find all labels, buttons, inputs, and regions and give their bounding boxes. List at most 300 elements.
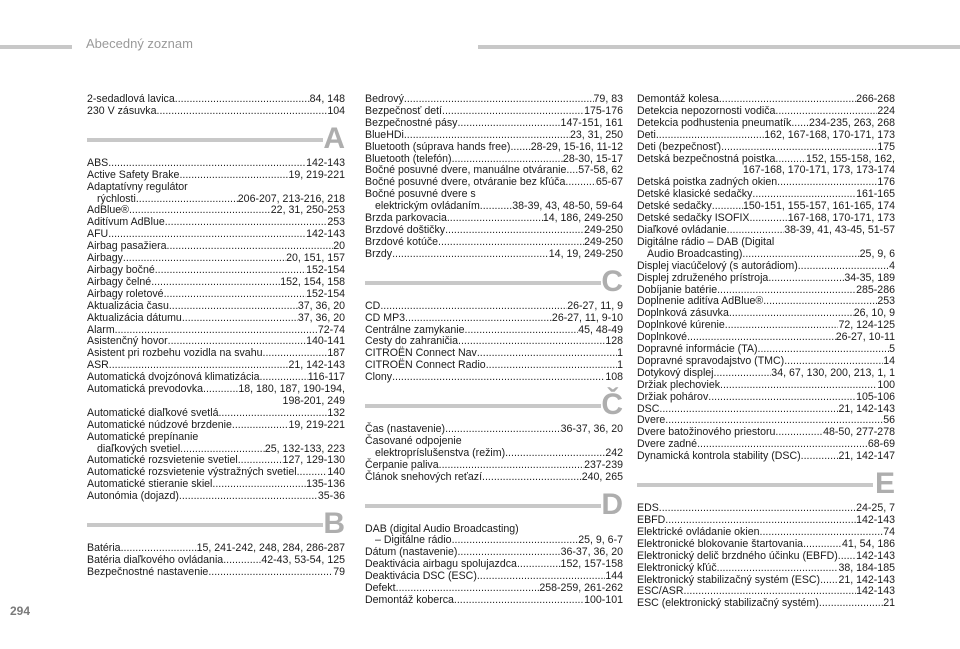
entry-term: Demontáž koberca: [365, 594, 454, 606]
entry-pages: 24-25, 7: [856, 502, 895, 515]
dot-leader: [445, 225, 584, 237]
dot-leader: [380, 301, 567, 313]
index-entry: [637, 237, 895, 249]
dot-leader: [136, 194, 238, 206]
entry-pages: 108: [605, 371, 623, 384]
entry-pages: 142-143: [856, 514, 895, 526]
entry-pages: 161-165: [856, 188, 895, 201]
entry-pages: 162, 167-168, 170-171, 173: [764, 128, 895, 141]
entry-term: Airbagy bočné: [87, 263, 155, 276]
index-entry: [87, 408, 345, 420]
index-entry: [637, 368, 895, 380]
entry-term: Deaktivácia airbagu spolujazdca: [365, 558, 517, 571]
entry-pages: 152-154: [306, 263, 345, 276]
entry-pages: 240, 265: [581, 470, 623, 483]
entry-pages: 100: [877, 378, 895, 391]
entry-pages: 79, 83: [593, 93, 623, 105]
entry-pages-continued: 167-168, 170-171, 173, 173-174: [743, 164, 895, 177]
entry-pages: 79: [333, 565, 345, 578]
entry-term: Alarm: [87, 323, 115, 336]
entry-pages: 152-154: [306, 287, 345, 300]
dot-leader: [803, 539, 842, 551]
entry-term: Aktualizácia dátumu: [87, 311, 182, 324]
entry-pages: 34, 67, 130, 200, 213, 1, 1: [771, 366, 895, 379]
entry-pages: 21, 142-143: [838, 573, 895, 586]
entry-pages: 21, 142-143: [288, 359, 345, 372]
section-divider: [365, 264, 623, 298]
dot-leader: [517, 559, 561, 571]
index-entry: [637, 273, 895, 285]
section-letter: C: [601, 264, 623, 298]
index-entry: [365, 448, 623, 460]
index-entry: [365, 130, 623, 142]
entry-term: Bezpečnosť detí: [365, 104, 443, 117]
section-rule: [87, 523, 323, 527]
entry-pages: 132: [327, 406, 345, 419]
entry-pages: 20, 151, 157: [286, 252, 345, 265]
entry-pages: 175: [877, 140, 895, 153]
entry-pages: 285-286: [856, 283, 895, 296]
entry-pages: 249-250: [584, 235, 623, 248]
entry-pages: 26-27, 11, 9: [567, 299, 623, 312]
entry-pages: 1: [617, 347, 623, 360]
entry-pages: 187: [327, 347, 345, 360]
index-entry: [637, 451, 895, 463]
entry-term: Batéria diaľkového ovládania: [87, 554, 224, 566]
entry-pages: 21, 142-143: [838, 402, 895, 415]
entry-term: DAB (digital Audio Broadcasting): [365, 522, 519, 535]
section-divider: [87, 121, 345, 155]
entry-term: Dopravné spravodajstvo (TMC): [637, 354, 785, 367]
entry-term: Doplnkové: [637, 331, 688, 344]
dot-leader: [392, 249, 549, 261]
index-entry: [637, 404, 895, 416]
dot-leader: [768, 273, 844, 285]
index-entry: [87, 301, 345, 313]
entry-pages: 14, 186, 249-250: [542, 212, 623, 225]
entry-term: Brzdy: [365, 247, 393, 260]
entry-term: Airbagy čelné: [87, 275, 152, 288]
entry-term: Automatické rozsvietenie svetiel: [87, 454, 238, 467]
dot-leader: [749, 213, 787, 225]
dot-leader: [820, 575, 838, 587]
section-letter: Č: [601, 388, 623, 422]
index-entry: [87, 313, 345, 325]
entry-pages: 105-106: [856, 390, 895, 403]
dot-leader: [208, 567, 333, 579]
entry-pages: 72-74: [317, 323, 345, 336]
dot-leader: [775, 427, 823, 439]
index-column-2: [365, 94, 623, 607]
entry-pages: 100-101: [584, 594, 623, 606]
entry-term: 2-sedadlová lavica: [87, 93, 175, 105]
entry-pages: 206-207, 213-216, 218: [237, 192, 345, 205]
dot-leader: [838, 551, 856, 563]
dot-leader: [714, 368, 772, 380]
index-column-1: [87, 94, 345, 579]
dot-leader: [218, 408, 327, 420]
index-entry: [365, 372, 623, 384]
index-entry: [637, 142, 895, 154]
entry-pages: 25, 9, 6: [859, 247, 895, 260]
dot-leader: [566, 165, 578, 177]
dot-leader: [659, 404, 838, 416]
dot-leader: [458, 336, 605, 348]
index-entry: [365, 472, 623, 484]
entry-pages: 242: [605, 446, 623, 459]
entry-pages: 38-39, 43, 48-50, 59-64: [512, 200, 623, 213]
entry-term: AdBlue®: [87, 204, 129, 217]
dot-leader: [482, 472, 582, 484]
index-entry: [365, 142, 623, 154]
entry-pages: 266-268: [856, 93, 895, 105]
entry-term: diaľkových svetiel: [97, 442, 181, 455]
page-number: 294: [10, 604, 31, 618]
entry-term: Automatická dvojzónová klimatizácia: [87, 371, 260, 384]
entry-term: Aditívum AdBlue: [87, 216, 165, 229]
entry-pages: 142-143: [856, 585, 895, 598]
dot-leader: [480, 201, 512, 213]
entry-pages: 5: [889, 343, 895, 356]
index-entry: [87, 106, 345, 118]
entry-pages: 23, 31, 250: [569, 128, 623, 141]
entry-term: Detekcia nepozornosti vodiča: [637, 104, 776, 117]
entry-term: Bočné posuvné dvere, otváranie bez kľúča: [365, 176, 566, 189]
entry-pages: 57-58, 62: [578, 164, 623, 177]
section-divider: [637, 469, 895, 499]
entry-term: Dobíjanie batérie: [637, 283, 718, 296]
entry-term: Elektronický delič brzdného účinku (EBFD): [637, 549, 838, 562]
dot-leader: [798, 261, 889, 273]
entry-pages: 28-29, 15-16, 11-12: [530, 140, 623, 153]
entry-pages: 135-136: [306, 478, 345, 491]
index-entry: [637, 551, 895, 563]
dot-leader: [203, 384, 238, 396]
entry-pages: 74: [883, 525, 895, 538]
entry-term: Airbag pasažiera: [87, 240, 167, 253]
entry-term: Elektrické ovládanie okien: [637, 525, 760, 538]
entry-pages: 26-27, 10-11: [835, 331, 895, 344]
entry-term: Asistent pri rozbehu vozidla na svahu: [87, 347, 263, 360]
entry-pages: 234-235, 263, 268: [808, 116, 895, 129]
entry-term: Dopravné informácie (TA): [637, 343, 758, 356]
dot-leader: [179, 491, 318, 503]
dot-leader: [465, 325, 579, 337]
entry-term: Automatické prepínanie: [87, 430, 199, 443]
index-entry: [365, 595, 623, 607]
entry-pages: 142-143: [306, 228, 345, 241]
dot-leader: [165, 217, 328, 229]
dot-leader: [108, 158, 306, 170]
entry-term: Doplnenie aditíva AdBlue®: [637, 295, 764, 308]
index-entry: [365, 118, 623, 130]
entry-term: Airbagy roletové: [87, 287, 164, 300]
entry-term: Bočné posuvné dvere s: [365, 188, 476, 201]
dot-leader: [452, 535, 579, 547]
index-entry: [637, 130, 895, 142]
index-entry: [365, 249, 623, 261]
entry-term: Automatické rozsvietenie výstražných svetiel: [87, 466, 297, 479]
entry-pages: 127, 129-130: [282, 454, 345, 467]
section-divider: [365, 390, 623, 420]
index-entry: [87, 567, 345, 579]
entry-term: ESC (elektronický stabilizačný systém): [637, 597, 819, 610]
dot-leader: [405, 313, 552, 325]
entry-pages: 176: [877, 176, 895, 189]
index-entry: [87, 170, 345, 182]
entry-pages: 19, 219-221: [288, 168, 345, 181]
entry-pages: 224: [877, 104, 895, 117]
dot-leader: [505, 448, 605, 460]
entry-term: Displej združeného prístroja: [637, 271, 769, 284]
entry-pages: 26, 10, 9: [853, 307, 895, 320]
entry-term: – Digitálne rádio: [375, 534, 452, 547]
entry-term: Dotykový displej: [637, 366, 714, 379]
header-rule-left: [0, 45, 72, 49]
section-rule: [365, 281, 601, 285]
section-divider: [365, 487, 623, 521]
entry-pages: 1: [617, 359, 623, 372]
dot-leader: [232, 420, 289, 432]
entry-term: Bluetooth (telefón): [365, 152, 452, 165]
dot-leader: [717, 563, 839, 575]
section-rule: [637, 483, 873, 487]
entry-pages: 42-43, 53-54, 125: [261, 554, 345, 566]
entry-term: DSC: [637, 402, 660, 415]
entry-pages: 22, 31, 250-253: [270, 204, 345, 217]
entry-term: Detská poistka zadných okien: [637, 176, 778, 189]
entry-term: Článok snehových reťazí: [365, 470, 483, 483]
entry-pages: 48-50, 277-278: [823, 426, 895, 439]
entry-term: Automatické stieranie skiel: [87, 478, 213, 491]
entry-term: Diaľkové ovládanie: [637, 223, 727, 236]
index-entry: [637, 261, 895, 273]
entry-term: ASR: [87, 359, 109, 372]
index-entry: [637, 118, 895, 130]
entry-term: Airbagy: [87, 252, 123, 265]
index-column-3: [637, 94, 895, 610]
dot-leader: [212, 479, 306, 491]
index-entry: [637, 249, 895, 261]
entry-term: Elektronický stabilizačný systém (ESC): [637, 573, 821, 586]
entry-pages: 34-35, 189: [844, 271, 895, 284]
index-entry: [365, 460, 623, 472]
entry-term: Dvere batožinového priestoru: [637, 426, 776, 439]
entry-pages: 142-143: [306, 156, 345, 169]
entry-term: Automatická prevodovka: [87, 383, 204, 396]
index-entry: [87, 491, 345, 503]
entry-term: Čerpanie paliva: [365, 458, 439, 471]
dot-leader: [720, 380, 877, 392]
entry-term: Asistenčný hovor: [87, 335, 168, 348]
dot-leader: [819, 598, 883, 610]
entry-pages: 25, 132-133, 223: [264, 442, 345, 455]
entry-term: Defekt: [365, 582, 396, 595]
index-entry: [365, 360, 623, 372]
entry-term: Brzdové kotúče: [365, 235, 439, 248]
entry-term: CITROËN Connect Radio: [365, 359, 486, 372]
entry-pages: 45, 48-49: [578, 323, 623, 336]
entry-pages: 128: [605, 335, 623, 348]
entry-term: Autonómia (dojazd): [87, 490, 179, 503]
section-divider: [87, 509, 345, 539]
dot-leader: [477, 348, 617, 360]
entry-term: Držiak plechoviek: [637, 378, 721, 391]
entry-term: BlueHDi: [365, 128, 404, 141]
entry-term: Detské sedačky ISOFIX: [637, 212, 750, 225]
entry-term: Brzdové doštičky: [365, 223, 446, 236]
entry-pages-continued: 198-201, 249: [282, 394, 345, 407]
entry-term: Demontáž kolesa: [637, 93, 719, 105]
entry-term: Deaktivácia DSC (ESC): [365, 570, 477, 583]
entry-term: Active Safety Brake: [87, 168, 180, 181]
entry-term: Displej viacúčelový (s autorádiom): [637, 259, 798, 272]
entry-pages: 4: [889, 259, 895, 272]
entry-pages: 175-176: [584, 104, 623, 117]
dot-leader: [223, 555, 261, 567]
entry-term: Brzda parkovacia: [365, 212, 447, 225]
entry-term: Clony: [365, 371, 393, 384]
entry-term: AFU: [87, 228, 109, 241]
entry-pages: 167-168, 170-171, 173: [787, 212, 895, 225]
entry-pages: 41, 54, 186: [841, 537, 895, 550]
section-letter: E: [874, 467, 895, 501]
dot-leader: [169, 301, 298, 313]
entry-term: EDS: [637, 502, 659, 515]
index-entry: [637, 539, 895, 551]
entry-pages: 104: [327, 104, 345, 117]
index-entry: [87, 420, 345, 432]
entry-term: ESC/ASR: [637, 585, 684, 598]
entry-pages: 20: [333, 240, 345, 253]
dot-leader: [486, 360, 617, 372]
entry-term: CD MP3: [365, 311, 406, 324]
entry-term: Bezpečnostné nastavenie: [87, 565, 209, 578]
entry-term: Audio Broadcasting): [647, 247, 743, 260]
entry-pages: 142-143: [856, 549, 895, 562]
dot-leader: [742, 249, 859, 261]
index-entry: [365, 237, 623, 249]
entry-term: 230 V zásuvka: [87, 104, 157, 117]
entry-pages: 38, 184-185: [838, 561, 895, 574]
dot-leader: [439, 460, 584, 472]
index-entry: [637, 392, 895, 404]
entry-pages: 65-67: [595, 176, 623, 189]
entry-term: Elektronické blokovanie štartovania: [637, 537, 804, 550]
dot-leader: [565, 177, 596, 189]
index-entry: [87, 277, 345, 289]
entry-term: Cesty do zahraničia: [365, 335, 459, 348]
dot-leader: [721, 142, 877, 154]
entry-term: Dynamická kontrola stability (DSC): [637, 450, 801, 463]
dot-leader: [151, 277, 280, 289]
entry-term: Adaptatívny regulátor: [87, 180, 188, 193]
index-entry: [365, 313, 623, 325]
index-entry: [637, 563, 895, 575]
entry-pages: 253: [877, 295, 895, 308]
section-rule: [365, 404, 601, 408]
section-letter: A: [323, 121, 345, 155]
dot-leader: [510, 142, 530, 154]
entry-pages: 21: [883, 597, 895, 610]
entry-term: Bluetooth (súprava hands free): [365, 140, 511, 153]
entry-pages: 14: [883, 354, 895, 367]
entry-pages: 14, 19, 249-250: [548, 247, 623, 260]
dot-leader: [729, 308, 854, 320]
dot-leader: [659, 503, 856, 515]
entry-term: Automatické núdzové brzdenie: [87, 418, 232, 431]
entry-term: rýchlosti: [97, 192, 136, 205]
entry-term: Dátum (nastavenie): [365, 546, 458, 559]
index-entry: [637, 380, 895, 392]
entry-term: Detekcia podhustenia pneumatík: [637, 116, 792, 129]
entry-pages: 36-37, 36, 20: [560, 546, 623, 559]
entry-pages: 36-37, 36, 20: [560, 423, 623, 436]
entry-term: Aktualizácia času: [87, 299, 169, 312]
section-rule: [87, 138, 323, 142]
entry-pages: 253: [327, 216, 345, 229]
entry-pages: 18, 180, 187, 190-194,: [238, 383, 345, 396]
entry-term: Držiak pohárov: [637, 390, 709, 403]
index-entry: [87, 289, 345, 301]
entry-pages: 21, 142-147: [838, 450, 895, 463]
entry-pages: 28-30, 15-17: [562, 152, 623, 165]
entry-term: Doplnkové kúrenie: [637, 319, 725, 332]
entry-pages: 72, 124-125: [838, 319, 895, 332]
entry-term: Časované odpojenie: [365, 434, 462, 447]
dot-leader: [157, 106, 328, 118]
entry-pages: 84, 148: [309, 93, 345, 105]
dot-leader: [725, 320, 839, 332]
entry-term: Bezpečnostné pásy: [365, 116, 458, 129]
dot-leader: [404, 130, 570, 142]
entry-pages: 35-36: [317, 490, 345, 503]
entry-pages: 249-250: [584, 223, 623, 236]
entry-term: Centrálne zamykanie: [365, 323, 465, 336]
index-entry: [87, 432, 345, 444]
entry-term: Bedrový: [365, 93, 404, 105]
entry-term: Elektronický kľúč: [637, 561, 717, 574]
entry-pages: 37, 36, 20: [297, 299, 345, 312]
entry-term: Detské klasické sedačky: [637, 188, 753, 201]
entry-pages: 152, 157-158: [560, 558, 623, 571]
entry-term: CD: [365, 299, 381, 312]
section-letter: D: [601, 487, 623, 521]
dot-leader: [438, 237, 584, 249]
entry-term: ABS: [87, 156, 109, 169]
entry-term: Dvere: [637, 414, 666, 427]
entry-pages: 25, 9, 6-7: [578, 534, 623, 547]
entry-term: Digitálne rádio – DAB (Digital: [637, 235, 775, 248]
entry-pages: 38-39, 41, 43-45, 51-57: [784, 223, 895, 236]
entry-term: Automatické diaľkové svetlá: [87, 406, 219, 419]
section-rule: [365, 504, 601, 508]
index-entry: [87, 158, 345, 170]
entry-pages: 152, 154, 158: [280, 275, 345, 288]
dot-leader: [447, 213, 543, 225]
dot-leader: [454, 595, 584, 607]
entry-pages: 237-239: [584, 458, 623, 471]
entry-pages: 147-151, 161: [560, 116, 623, 129]
entry-term: Dvere zadné: [637, 438, 698, 451]
entry-term: CITROËN Connect Nav: [365, 347, 477, 360]
dot-leader: [445, 424, 560, 436]
entry-pages: 140-141: [306, 335, 345, 348]
entry-pages: 258-259, 261-262: [539, 582, 623, 595]
entry-pages: 152, 155-158, 162,: [806, 152, 895, 165]
page-header-title: Abecedný zoznam: [86, 36, 193, 51]
entry-pages: 37, 36, 20: [297, 311, 345, 324]
